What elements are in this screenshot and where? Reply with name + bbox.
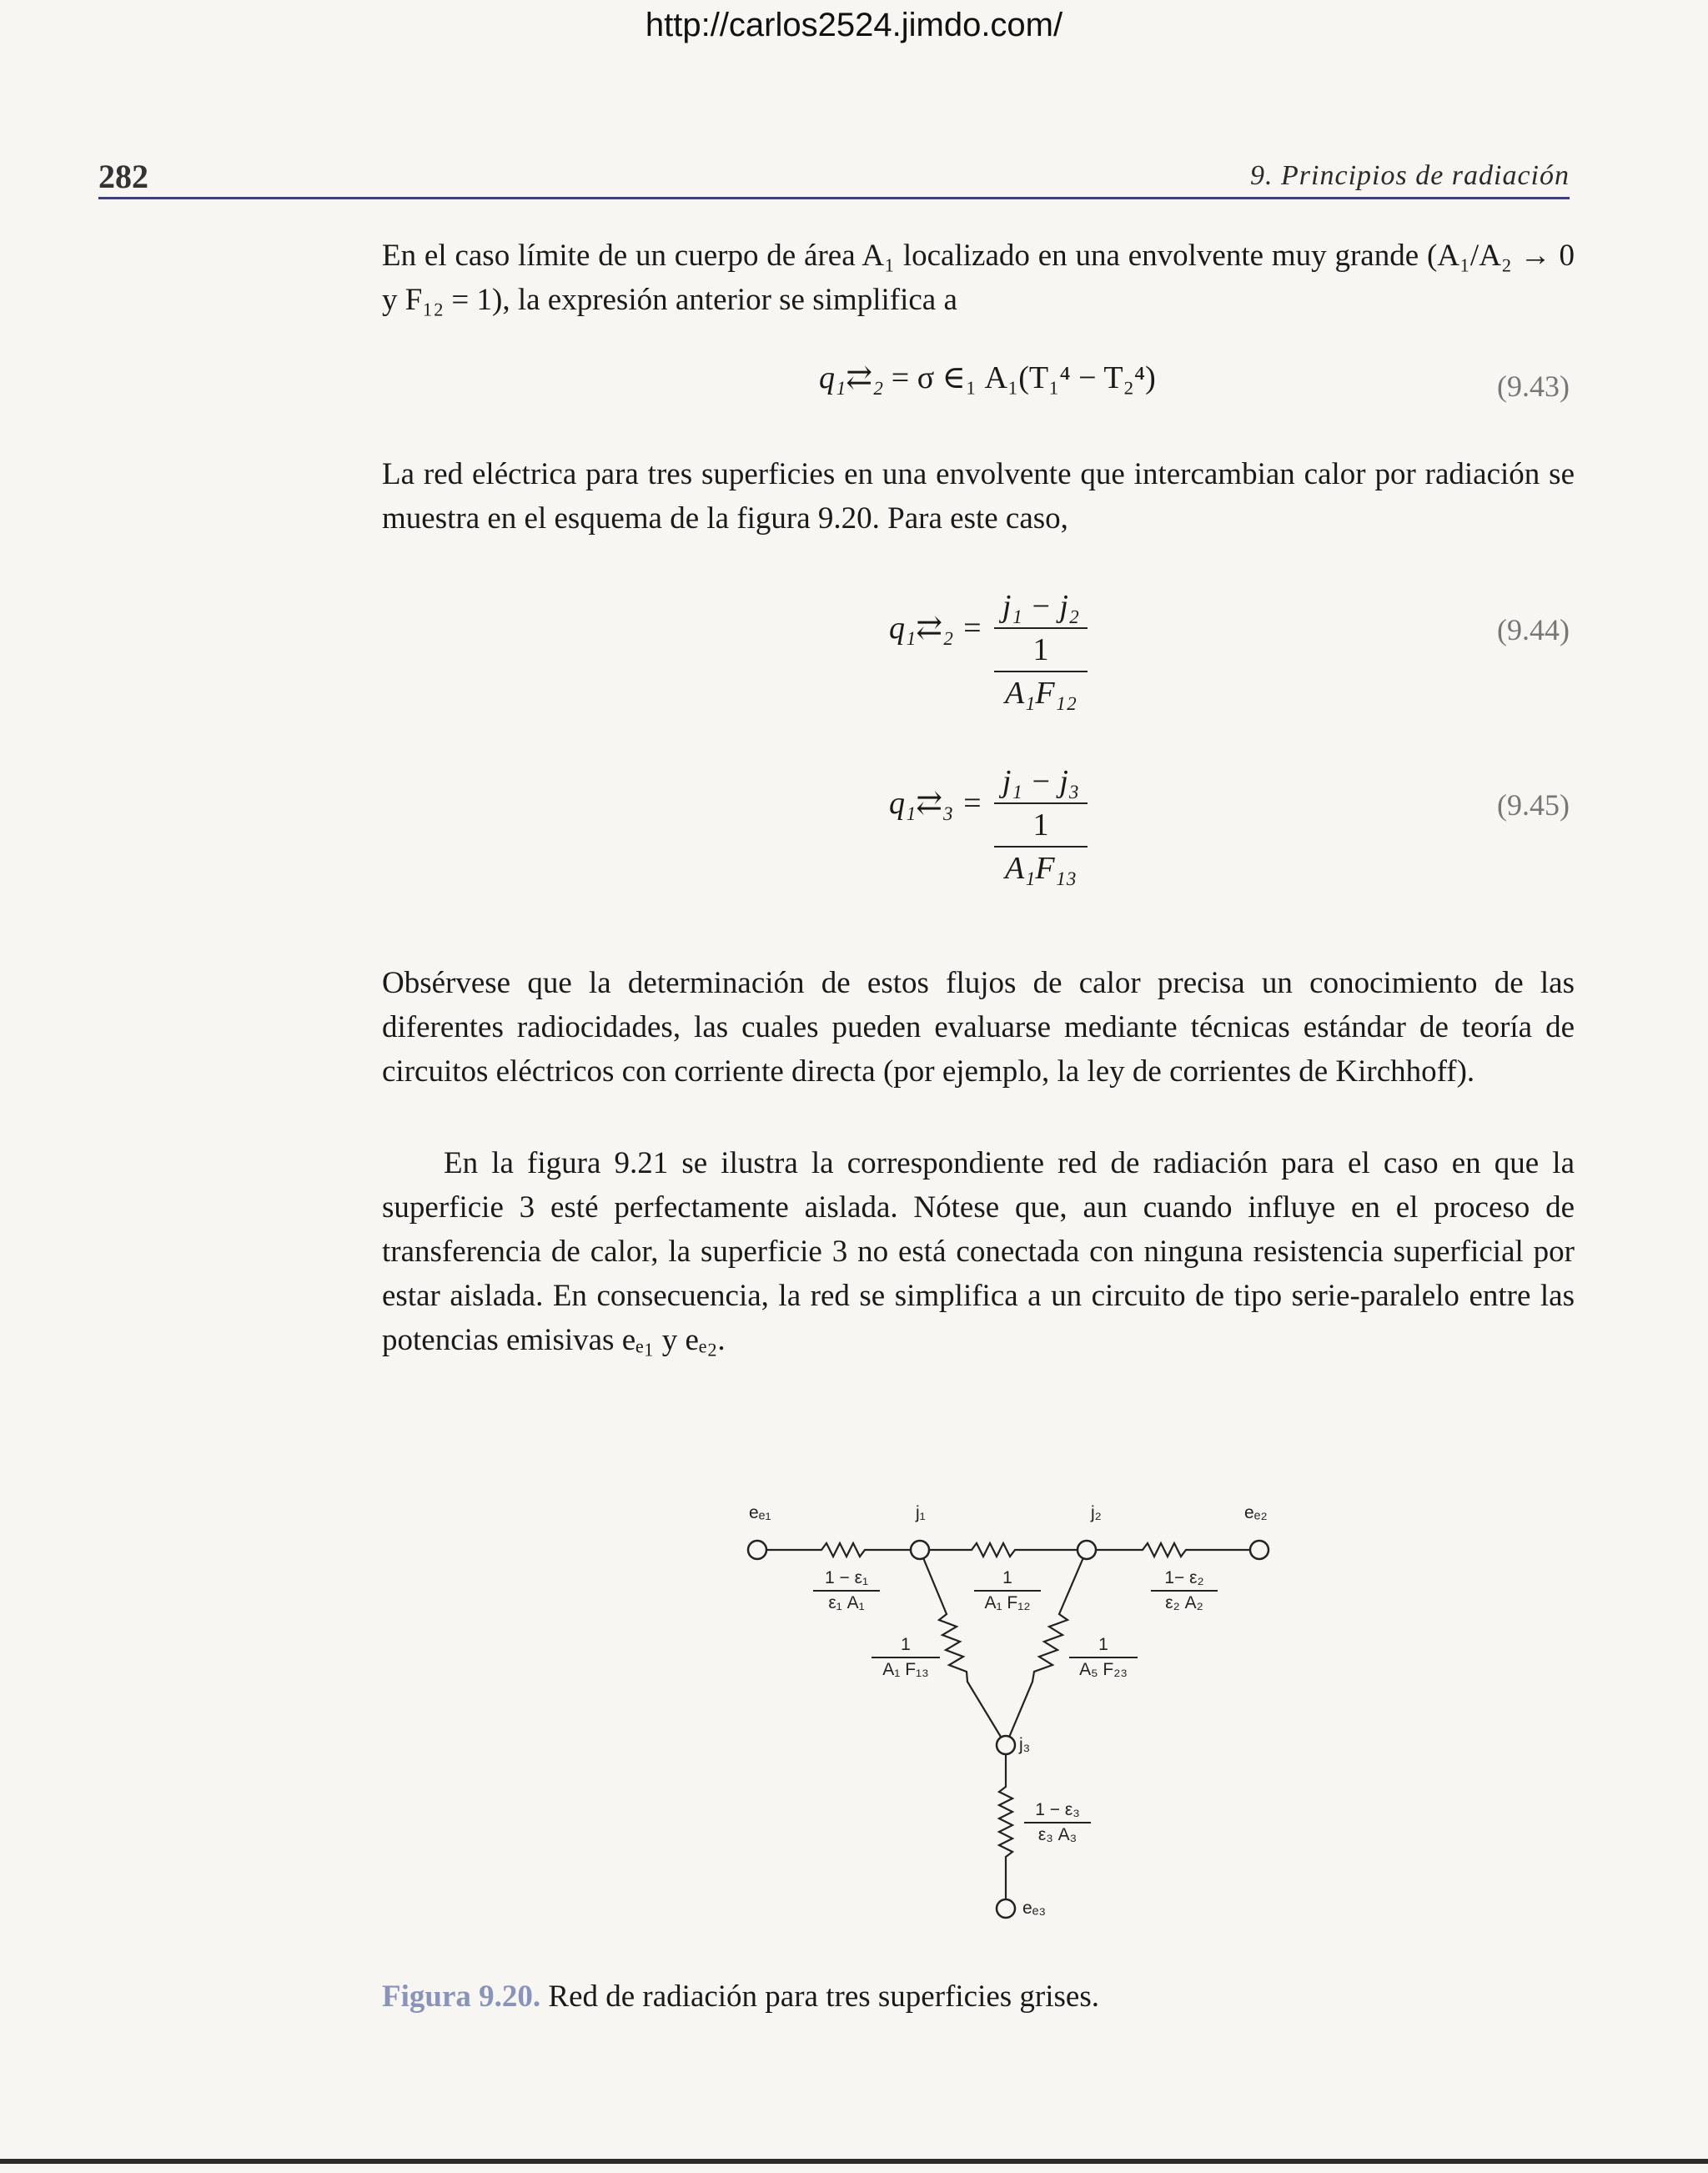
eq45-numerator: j₁ − j₃: [1002, 764, 1080, 799]
paragraph-3: Obsérvese que la determinación de estos flujos de calor precisa un conocimiento de las diferentes radiocidades, las cuales pueden evaluarse mediante técnicas estándar de teoría de circuitos eléctricos con corriente directa (por ejemplo, la ley de corrientes de Kirchhoff).: [382, 966, 1575, 1089]
resistor-label-r13: 1 A₁ F₁₃: [872, 1635, 940, 1680]
resistor-label-r12: 1 A₁ F₁₂: [974, 1568, 1041, 1613]
node-eb2: [1250, 1541, 1268, 1559]
label-eb2: eₑ₂: [1244, 1503, 1268, 1522]
paragraph-4: En la figura 9.21 se ilustra la correspondiente red de radiación para el caso en que la superficie 3 esté perfectamente aislada. Nótese que, aun cuando influye en el proceso de transferencia de calor, la superficie 3 no está conectada con ninguna resistencia superficial por estar aislada. En consecuencia, la red se simplifica a un circuito de tipo serie-paralelo entre las potencias emisivas eₑ₁ y eₑ₂.: [382, 1146, 1575, 1357]
eq-number-9-44: (9.44): [1497, 613, 1570, 646]
eq44-sub-numerator: 1: [1032, 632, 1049, 667]
label-j2: j₂: [1091, 1503, 1102, 1522]
source-url[interactable]: http://carlos2524.jimdo.com/: [645, 7, 1063, 43]
label-j3: j₃: [1019, 1735, 1031, 1754]
node-j3: [997, 1736, 1015, 1754]
caption-text: Red de radiación para tres superficies grises.: [548, 1979, 1099, 2014]
node-j2: [1078, 1541, 1096, 1559]
eq45-lhs: q₁⇄₃ =: [889, 786, 983, 821]
figure-radiation-network: [726, 1493, 1309, 1944]
node-eb3: [997, 1899, 1015, 1918]
eq44-sub-fraction-bar: [994, 671, 1088, 672]
label-eb1: eₑ₁: [749, 1503, 771, 1522]
running-title: 9. Principios de radiación: [1250, 160, 1570, 191]
eq43-rhs: = σ ∈₁ A₁(T₁⁴ − T₂⁴): [891, 360, 1156, 395]
eq45-sub-fraction-bar: [994, 846, 1088, 848]
resistor-eb1-j1: [757, 1543, 920, 1557]
eq-number-9-43: (9.43): [1497, 370, 1570, 403]
eq44-fraction-bar: [994, 627, 1088, 629]
eq45-fraction-bar: [994, 802, 1088, 804]
resistor-label-r2: 1− ε₂ ε₂ A₂: [1151, 1568, 1218, 1613]
label-eb3: eₑ₃: [1022, 1899, 1047, 1918]
resistor-label-r3: 1 − ε₃ ε₃ A₃: [1024, 1800, 1091, 1845]
resistor-j1-j2: [920, 1543, 1087, 1557]
equation-9-43: [819, 359, 1156, 396]
node-eb1: [748, 1541, 766, 1559]
eq44-lhs: q₁⇄₂ =: [889, 611, 983, 646]
equation-9-44-fraction: [994, 587, 1088, 712]
eq44-numerator: j₁ − j₂: [1002, 589, 1080, 624]
paragraph-2: La red eléctrica para tres superficies en una envolvente que intercambian calor por radiación se muestra en el esquema de la figura 9.20. Para este caso,: [382, 457, 1575, 536]
eq45-sub-denominator: A₁F₁₃: [1004, 851, 1078, 886]
equation-9-45-fraction: [994, 762, 1088, 888]
paragraph-1: En el caso límite de un cuerpo de área A₁ localizado en una envolvente muy grande (A₁/A₂ → 0 y F₁₂ = 1), la expresión anterior se simplifica a: [382, 239, 1575, 317]
resistor-j3-eb3: [999, 1745, 1012, 1909]
header-rule: [98, 197, 1570, 199]
page-number: 282: [98, 158, 148, 195]
eq45-sub-numerator: 1: [1032, 807, 1049, 843]
eq44-sub-denominator: A₁F₁₂: [1004, 676, 1078, 711]
resistor-label-r23: 1 A₅ F₂₃: [1069, 1635, 1138, 1680]
eq43-lhs: q₁⇄₂: [819, 360, 884, 395]
network-diagram: [726, 1493, 1309, 1944]
figure-caption: [382, 1979, 1099, 2015]
eq-number-9-45: (9.45): [1497, 788, 1570, 822]
page-bottom-edge: [0, 2159, 1708, 2164]
resistor-label-r1: 1 − ε₁ ε₁ A₁: [813, 1568, 880, 1613]
label-j1: j₁: [916, 1503, 926, 1522]
resistor-j2-eb2: [1087, 1543, 1259, 1557]
caption-label: Figura 9.20.: [382, 1979, 541, 2014]
node-j1: [911, 1541, 929, 1559]
